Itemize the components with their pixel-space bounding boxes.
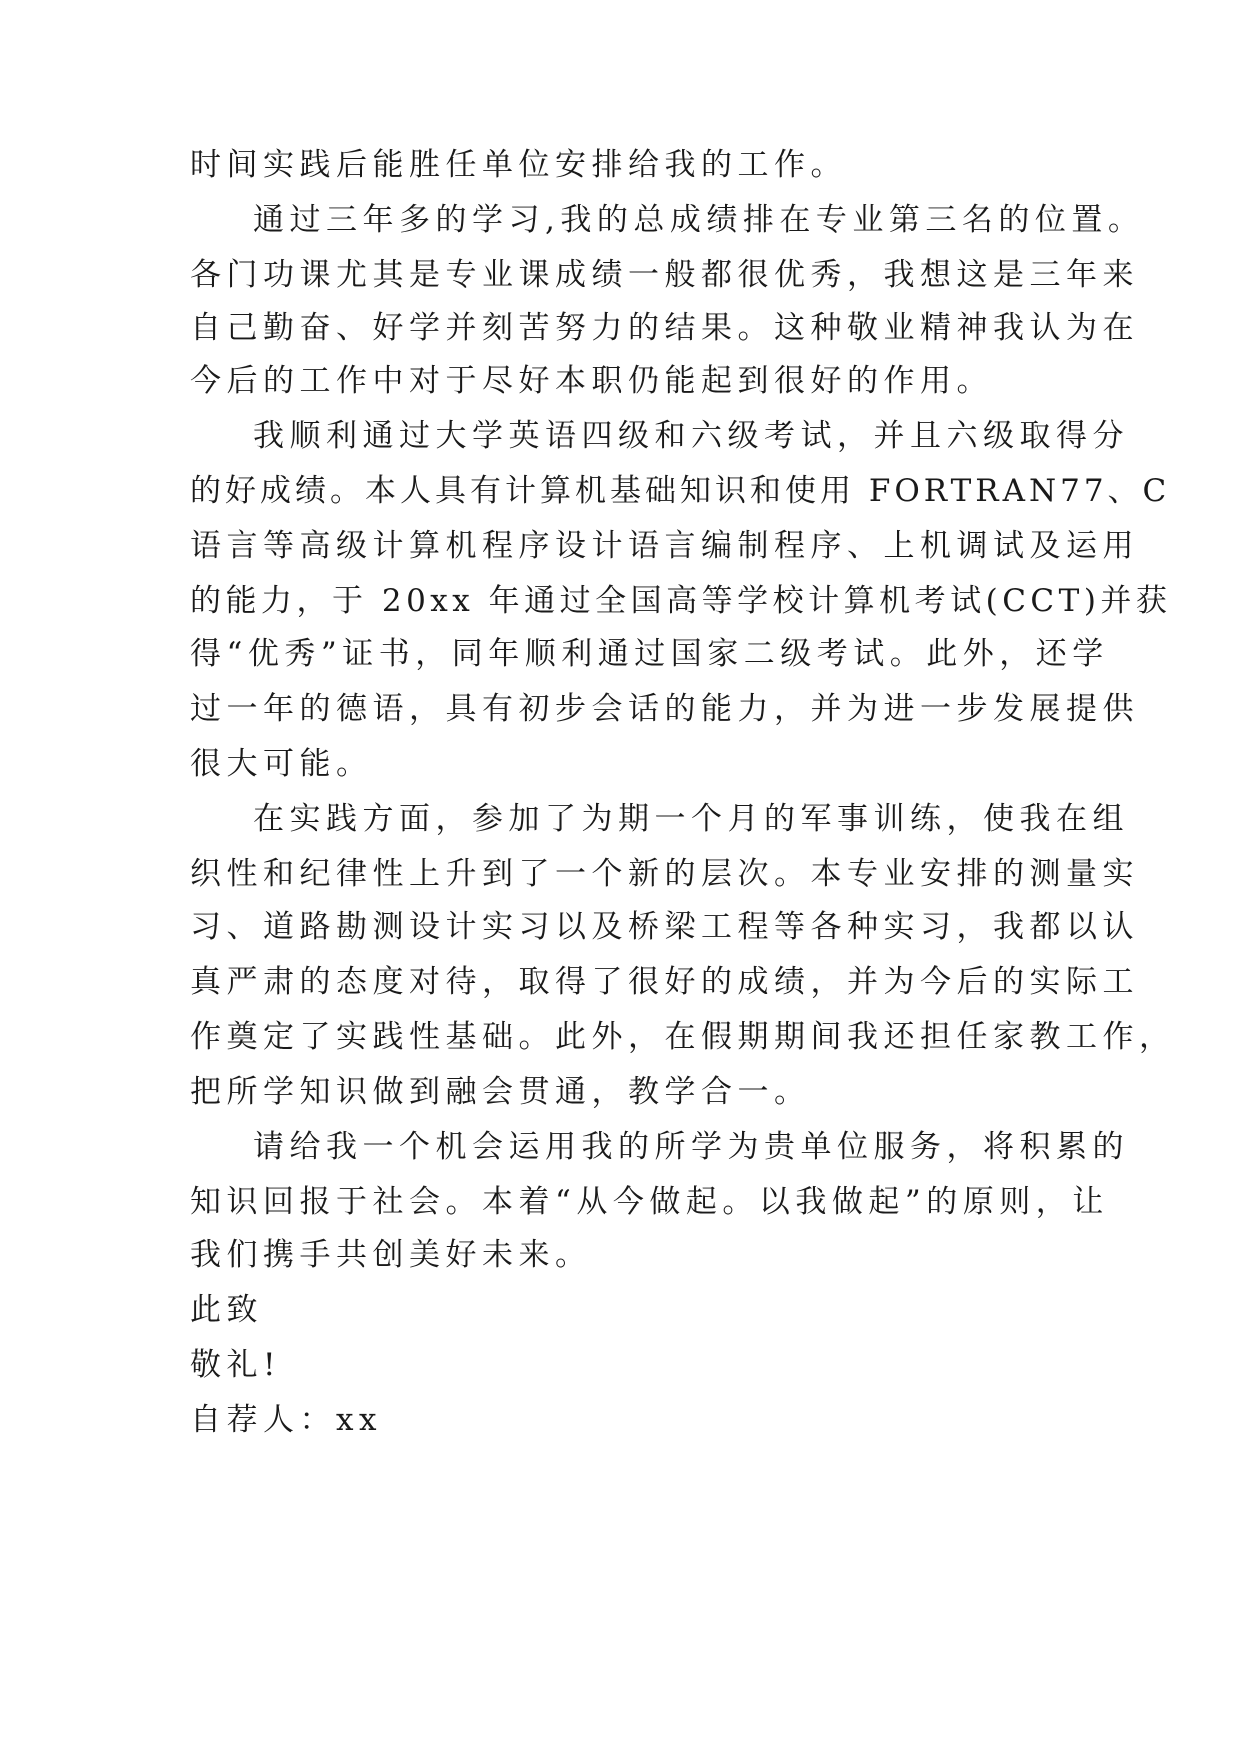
signature-line: 自荐人：xx	[190, 1402, 382, 1438]
paragraph-start-line: 通过三年多的学习,我的总成绩排在专业第三名的位置。	[253, 202, 1145, 238]
text-line: 很大可能。	[190, 746, 373, 782]
closing-salutation: 此致	[190, 1292, 263, 1328]
text-line: 真严肃的态度对待，取得了很好的成绩，并为今后的实际工	[190, 964, 1139, 1000]
text-line: 今后的工作中对于尽好本职仍能起到很好的作用。	[190, 363, 993, 399]
text-line: 时间实践后能胜任单位安排给我的工作。	[190, 147, 847, 183]
text-line: 得“优秀”证书，同年顺利通过国家二级考试。此外，还学	[190, 636, 1109, 672]
text-line: 把所学知识做到融会贯通，教学合一。	[190, 1074, 811, 1110]
text-line: 语言等高级计算机程序设计语言编制程序、上机调试及运用	[190, 528, 1139, 564]
closing-regards: 敬礼!	[190, 1347, 281, 1383]
text-line: 自己勤奋、好学并刻苦努力的结果。这种敬业精神我认为在	[190, 310, 1139, 346]
text-line: 作奠定了实践性基础。此外，在假期期间我还担任家教工作，	[190, 1019, 1176, 1055]
paragraph-start-line: 请给我一个机会运用我的所学为贵单位服务，将积累的	[253, 1129, 1129, 1165]
text-line: 的好成绩。本人具有计算机基础知识和使用 FORTRAN77、C	[190, 473, 1171, 509]
text-line: 各门功课尤其是专业课成绩一般都很优秀，我想这是三年来	[190, 257, 1139, 293]
text-line: 我们携手共创美好未来。	[190, 1237, 592, 1273]
paragraph-start-line: 在实践方面，参加了为期一个月的军事训练，使我在组	[253, 801, 1129, 837]
text-line: 过一年的德语，具有初步会话的能力，并为进一步发展提供	[190, 691, 1139, 727]
text-line: 织性和纪律性上升到了一个新的层次。本专业安排的测量实	[190, 856, 1139, 892]
paragraph-start-line: 我顺利通过大学英语四级和六级考试，并且六级取得分	[253, 418, 1129, 454]
text-line: 的能力，于 20xx 年通过全国高等学校计算机考试(CCT)并获	[190, 583, 1172, 619]
text-line: 习、道路勘测设计实习以及桥梁工程等各种实习，我都以认	[190, 909, 1139, 945]
text-line: 知识回报于社会。本着“从今做起。以我做起”的原则，让	[190, 1184, 1109, 1220]
